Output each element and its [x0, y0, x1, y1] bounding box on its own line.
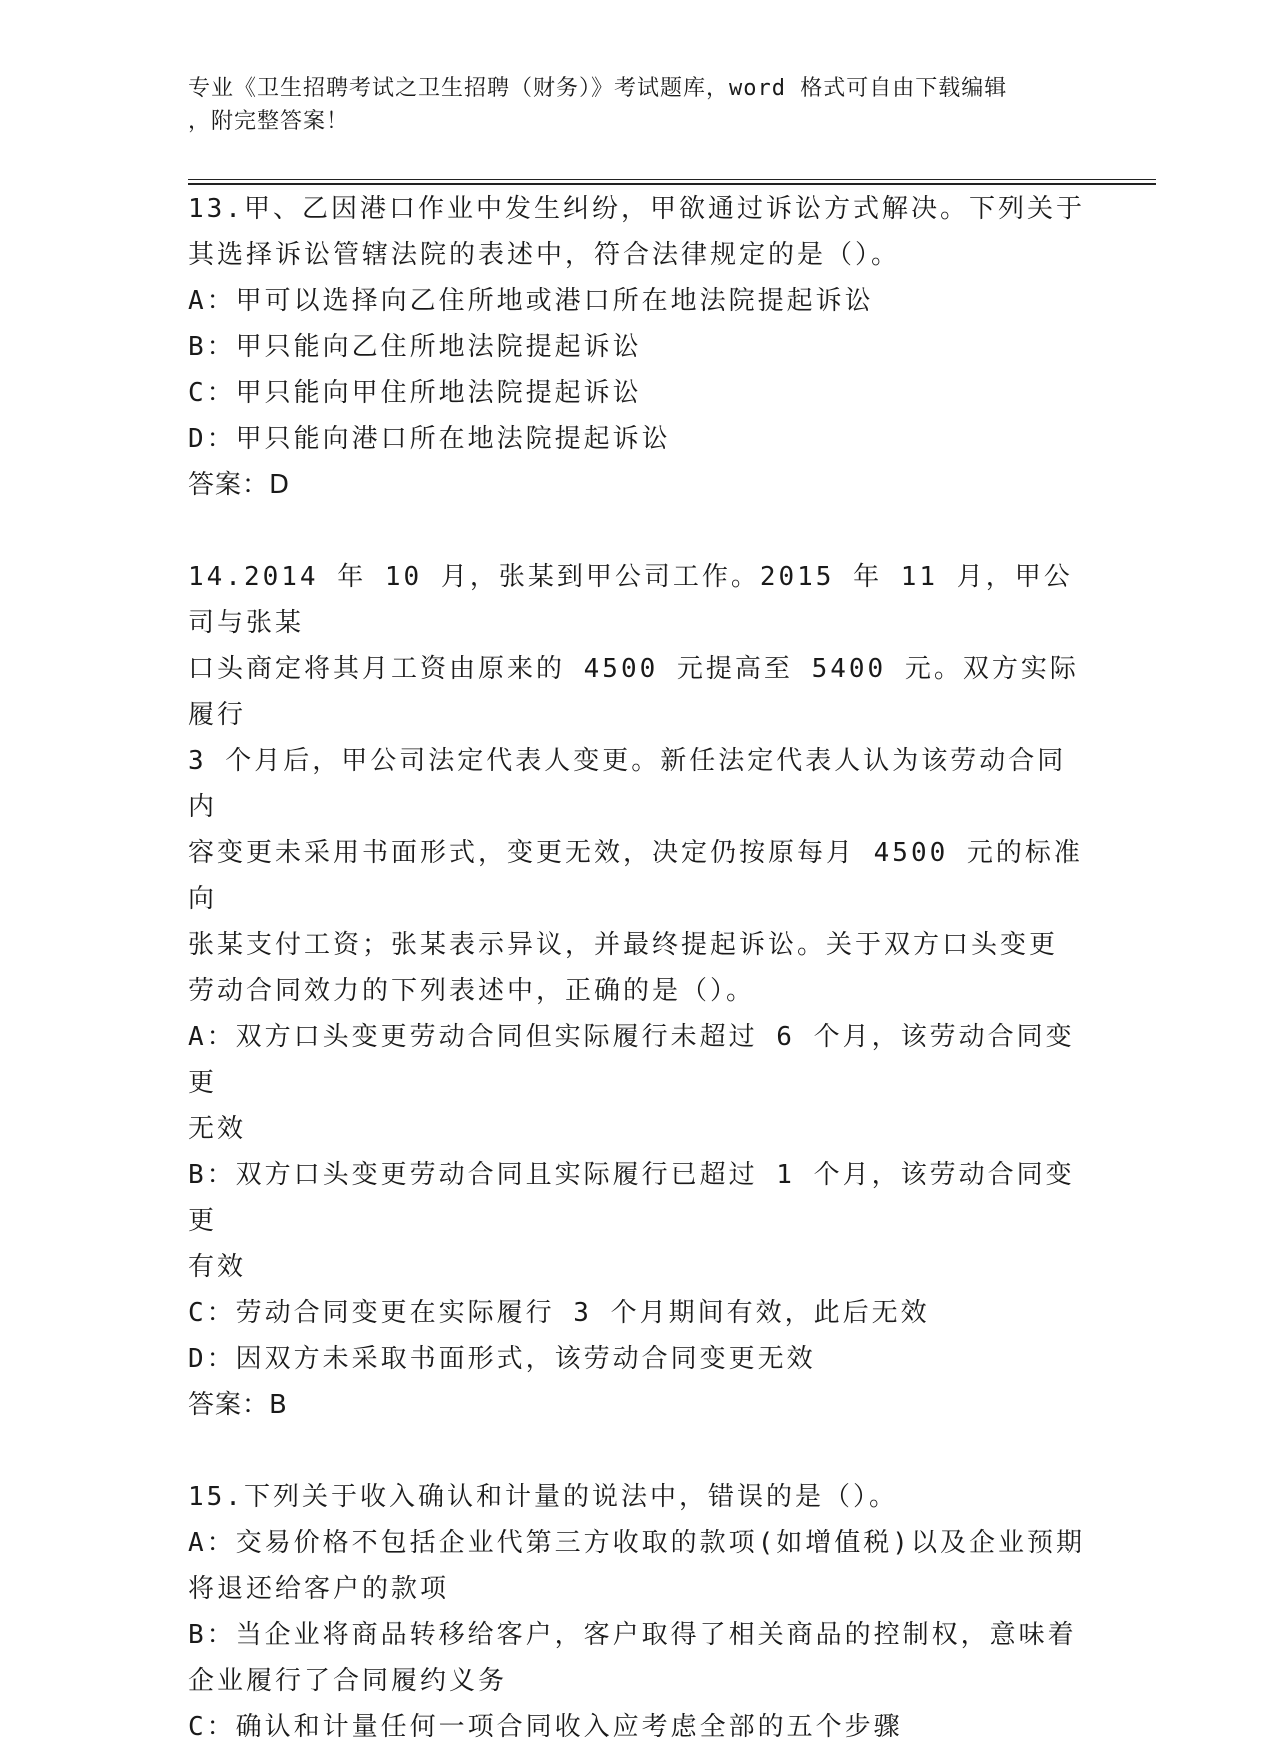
header-line-1: 专业《卫生招聘考试之卫生招聘（财务）》考试题库，word 格式可自由下载编辑: [188, 76, 1008, 101]
option-a-continued: 将退还给客户的款项: [188, 1574, 450, 1604]
question-stem-line: 其选择诉讼管辖法院的表述中，符合法律规定的是（）。: [188, 240, 901, 270]
header-line-2: ，附完整答案！: [188, 109, 350, 134]
question-15: [188, 1474, 1088, 1750]
answer-label: 答案：B: [188, 1390, 288, 1420]
option-a-continued: 无效: [188, 1114, 247, 1144]
option-b-continued: 企业履行了合同履约义务: [188, 1666, 508, 1696]
question-stem-line: 13.甲、乙因港口作业中发生纠纷，甲欲通过诉讼方式解决。下列关于: [188, 194, 1085, 224]
question-stem-line: 张某支付工资；张某表示异议，并最终提起诉讼。关于双方口头变更: [188, 930, 1059, 960]
question-14: [188, 554, 1088, 1428]
option-a: A：甲可以选择向乙住所地或港口所在地法院提起诉讼: [188, 286, 874, 316]
option-a: A：交易价格不包括企业代第三方收取的款项(如增值税)以及企业预期: [188, 1528, 1085, 1558]
question-stem-line: 15.下列关于收入确认和计量的说法中，错误的是（）。: [188, 1482, 898, 1512]
question-stem-line: 劳动合同效力的下列表述中，正确的是（）。: [188, 976, 756, 1006]
question-stem-line: 14.2014 年 10 月，张某到甲公司工作。2015 年 11 月，甲公司与张某: [188, 562, 1073, 638]
question-spacer: [188, 508, 1088, 554]
answer-label: 答案：D: [188, 470, 291, 500]
header-divider-thin: [188, 179, 1156, 180]
option-c: C：甲只能向甲住所地法院提起诉讼: [188, 378, 642, 408]
question-list: [188, 186, 1088, 1750]
question-stem-line: 3 个月后，甲公司法定代表人变更。新任法定代表人认为该劳动合同内: [188, 746, 1067, 822]
question-spacer: [188, 1428, 1088, 1474]
option-b: B：甲只能向乙住所地法院提起诉讼: [188, 332, 642, 362]
question-13: [188, 186, 1088, 508]
header-divider-thick: [188, 183, 1156, 185]
option-d: D：因双方未采取书面形式，该劳动合同变更无效: [188, 1344, 816, 1374]
question-stem-line: 容变更未采用书面形式，变更无效，决定仍按原每月 4500 元的标准向: [188, 838, 1083, 914]
question-stem-line: 口头商定将其月工资由原来的 4500 元提高至 5400 元。双方实际履行: [188, 654, 1079, 730]
option-a: A：双方口头变更劳动合同但实际履行未超过 6 个月，该劳动合同变更: [188, 1022, 1075, 1098]
option-c: C：确认和计量任何一项合同收入应考虑全部的五个步骤: [188, 1712, 903, 1742]
option-b: B：当企业将商品转移给客户，客户取得了相关商品的控制权，意味着: [188, 1620, 1077, 1650]
document-header: [188, 72, 1088, 138]
option-b: B：双方口头变更劳动合同且实际履行已超过 1 个月，该劳动合同变更: [188, 1160, 1075, 1236]
option-d: D：甲只能向港口所在地法院提起诉讼: [188, 424, 671, 454]
option-c: C：劳动合同变更在实际履行 3 个月期间有效，此后无效: [188, 1298, 930, 1328]
option-b-continued: 有效: [188, 1252, 247, 1282]
